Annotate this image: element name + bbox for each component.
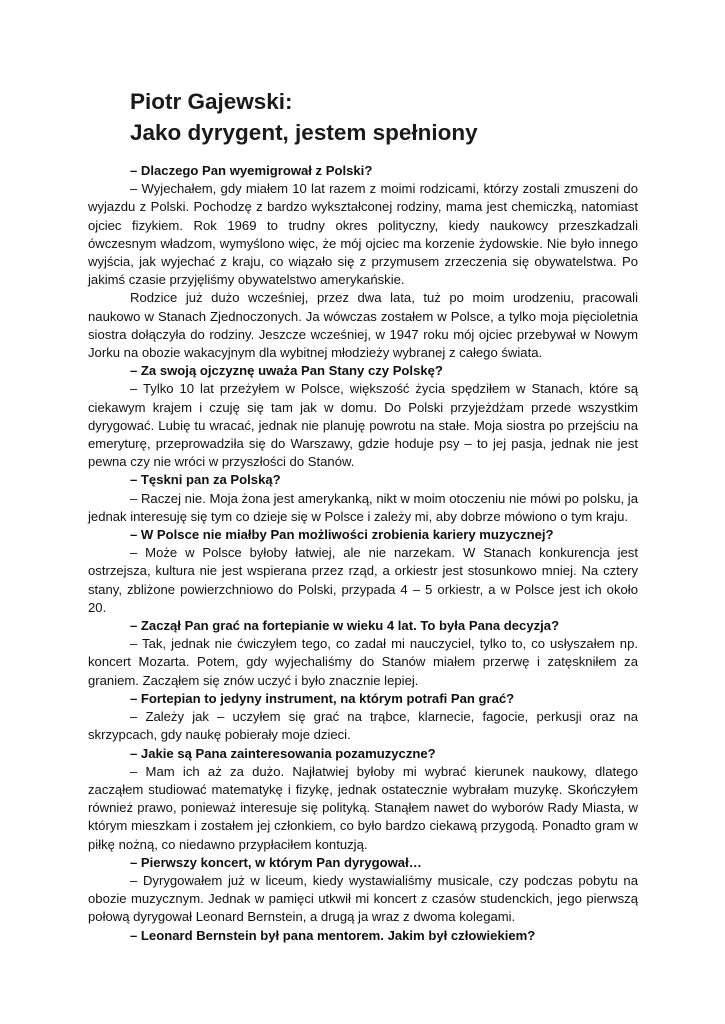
question-5: – Zaczął Pan grać na fortepianie w wieku 4 lat. To była Pana decyzja?: [130, 618, 560, 634]
answer-1-paragraph-2: Rodzice już dużo wcześniej, przez dwa lata, tuż po moim urodzeniu, pracowali naukowo w Stanach Zjednoczonych. Ja wówczas zostałem w Polsce, a tylko moja pięcioletnia siostra dołączyła do rodziny. Jeszcze wcześniej, w 1947 roku mój ojciec przebywał w Nowym Jorku na obozie wakacyjnym dla wybitnej młodzieży wybranej z całego świata.: [88, 290, 638, 361]
answer-1-paragraph-1: – Wyjechałem, gdy miałem 10 lat razem z moimi rodzicami, którzy zostali zmuszeni do wyjazdu z Polski. Pochodzę z bardzo wykształconej rodziny, mama jest chemiczką, natomiast ojciec fizykiem. Rok 1969 to trudny okres polityczny, kiedy naukowcy przeszkadzali ówczesnym władzom, wymyślono więc, że mój ojciec ma korzenie żydowskie. Nie było innego wyjścia, jak wyjechać z kraju, co wiązało się z przymusem zrzeczenia się obywatelstwa. Po jakimś czasie przyjęliśmy obywatelstwo amerykańskie.: [88, 181, 638, 288]
question-8: – Pierwszy koncert, w którym Pan dyrygował…: [130, 854, 422, 870]
answer-8: – Dyrygowałem już w liceum, kiedy wystawialiśmy musicale, czy podczas pobytu na obozie muzycznym. Jednak w pamięci utkwił mi koncert z czasów studenckich, jego pierwszą połową dyrygował Leonard Bernstein, a drugą ja wraz z dwoma kolegami.: [88, 872, 638, 925]
article-title-line-1: Piotr Gajewski:: [130, 89, 293, 114]
answer-2: – Tylko 10 lat przeżyłem w Polsce, większość życia spędziłem w Stanach, które są ciekawym krajem i czuję się tam jak w domu. Do Polski przyjeżdżam przede wszystkim dyrygować. Lubię tu wracać, jednak nie planuję powrotu na stałe. Moja siostra po przejściu na emeryturę, przeprowadziła się do Warszawy, gdzie hoduje psy – to jej pasja, jednak nie jest pewna czy nie wróci w przyszłości do Stanów.: [88, 381, 638, 470]
question-6: – Fortepian to jedyny instrument, na którym potrafi Pan grać?: [130, 690, 515, 706]
answer-7: – Mam ich aż za dużo. Najłatwiej byłoby mi wybrać kierunek naukowy, dlatego zacząłem studiować matematykę i fizykę, jednak ostatecznie wybrałam muzykę. Skończyłem również prawo, ponieważ interesuje się polityką. Stanąłem nawet do wyborów Rady Miasta, w którym mieszkam i zostałem jej członkiem, co było bardzo ciekawą przygodą. Ponadto gram w piłkę nożną, co niedawno przypłaciłem kontuzją.: [88, 763, 638, 852]
answer-6: – Zależy jak – uczyłem się grać na trąbce, klarnecie, fagocie, perkusji oraz na skrzypcach, gdy naukę pobierały moje dzieci.: [88, 709, 638, 743]
article-title: [130, 86, 650, 148]
question-7: – Jakie są Pana zainteresowania pozamuzyczne?: [130, 745, 436, 761]
question-1: – Dlaczego Pan wyemigrował z Polski?: [130, 163, 373, 178]
answer-4: – Może w Polsce byłoby łatwiej, ale nie narzekam. W Stanach konkurencja jest ostrzejsza, kultura nie jest wspierana przez rząd, a orkiestr jest stosunkowo mniej. Na cztery stany, zbliżone powierzchniowo do Polski, przypada 4 – 5 orkiestr, a w Polsce jest ich około 20.: [88, 545, 638, 615]
answer-3: – Raczej nie. Moja żona jest amerykanką, nikt w moim otoczeniu nie mówi po polsku, ja jednak interesuję się tym co dzieje się w Polsce i zależy mi, aby dobrze mówiono o tym kraju.: [88, 490, 638, 524]
question-2: – Za swoją ojczyznę uważa Pan Stany czy Polskę?: [130, 363, 443, 379]
question-4: – W Polsce nie miałby Pan możliwości zrobienia kariery muzycznej?: [130, 527, 554, 543]
answer-5: – Tak, jednak nie ćwiczyłem tego, co zadał mi nauczyciel, tylko to, co usłyszałem np. koncert Mozarta. Potem, gdy wyjechaliśmy do Stanów miałem przerwę i zatęskniłem za graniem. Zacząłem się znów uczyć i było znacznie lepiej.: [88, 636, 638, 688]
question-9: – Leonard Bernstein był pana mentorem. Jakim był człowiekiem?: [130, 927, 536, 943]
interview-body: [88, 162, 638, 945]
article-title-line-2: Jako dyrygent, jestem spełniony: [130, 120, 478, 145]
question-3: – Tęskni pan za Polską?: [130, 472, 281, 488]
